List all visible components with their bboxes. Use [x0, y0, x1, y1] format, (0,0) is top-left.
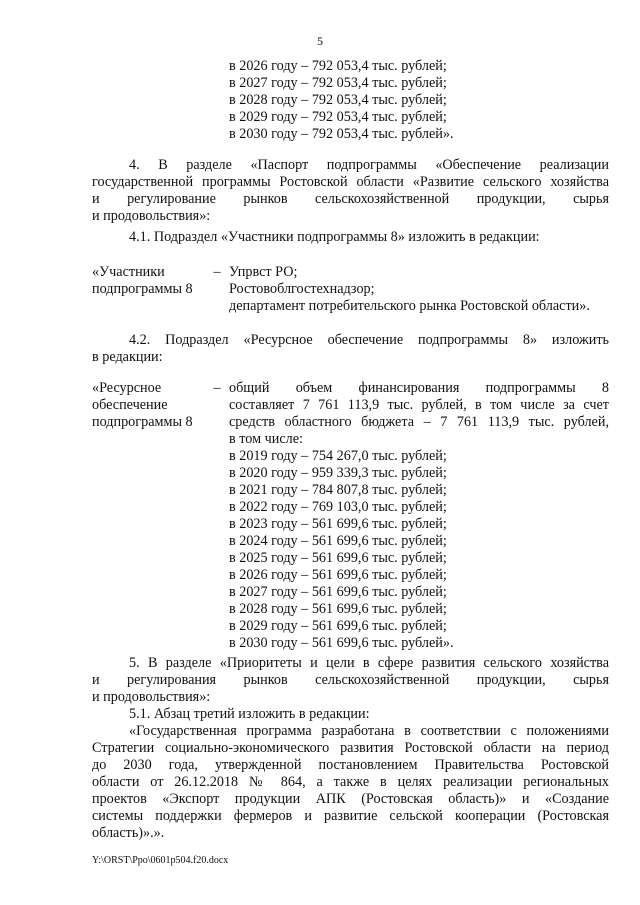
participants-dash: – [213, 264, 221, 280]
year-line: в 2024 году – 561 699,6 тыс. рублей; [229, 533, 447, 549]
paragraph-line: до 2030 года, утвержденной постановлением Правительства Ростовской [92, 757, 609, 773]
year-line: в 2023 году – 561 699,6 тыс. рублей; [229, 516, 447, 532]
section-4-1 [129, 229, 540, 246]
value-line: общий объем финансирования подпрограммы 8 [229, 380, 609, 396]
paragraph-line: область)».». [92, 825, 165, 841]
resources-label [92, 380, 210, 431]
quote-paragraph [92, 723, 609, 842]
year-line: в 2021 году – 784 807,8 тыс. рублей; [229, 482, 447, 498]
paragraph-line: области от 26.12.2018 № 864, а также в целях реализации региональных [92, 774, 609, 790]
year-line: в 2022 году – 769 103,0 тыс. рублей; [229, 499, 447, 515]
value-line: составляет 7 761 113,9 тыс. рублей, в том числе за счет [229, 397, 609, 413]
paragraph-line: и регулирования рынков сельскохозяйственной продукции, сырья [92, 672, 609, 688]
year-line: в 2026 году – 561 699,6 тыс. рублей; [229, 567, 447, 583]
year-line: в 2020 году – 959 339,3 тыс. рублей; [229, 465, 447, 481]
label-line: обеспечение [92, 397, 168, 413]
value-line: Ростовоблгостехнадзор; [229, 281, 375, 297]
resources-dash: – [213, 380, 221, 396]
paragraph-line: Стратегии социально-экономического развития Ростовской области на период [92, 740, 609, 756]
paragraph-line: 5. В разделе «Приоритеты и цели в сфере развития сельского хозяйства [129, 655, 609, 671]
participants-label [92, 264, 210, 298]
paragraph-line: 4.1. Подраздел «Участники подпрограммы 8» изложить в редакции: [129, 229, 540, 245]
year-line: в 2028 году – 561 699,6 тыс. рублей; [229, 601, 447, 617]
year-line: в 2019 году – 754 267,0 тыс. рублей; [229, 448, 447, 464]
top-year-line: в 2028 году – 792 053,4 тыс. рублей; [229, 92, 447, 108]
page-number: 5 [317, 34, 323, 48]
top-year-line: в 2030 году – 792 053,4 тыс. рублей». [229, 126, 454, 142]
file-path-footer: Y:\ORST\Ppo\0601p504.f20.docx [92, 855, 229, 866]
paragraph-line: государственной программы Ростовской области «Развитие сельского хозяйства [92, 174, 609, 190]
year-line: в 2030 году – 561 699,6 тыс. рублей». [229, 635, 454, 651]
label-line: подпрограммы 8 [92, 414, 193, 430]
paragraph-line: и продовольствия»: [92, 208, 211, 224]
year-line: в 2029 году – 561 699,6 тыс. рублей; [229, 618, 447, 634]
label-line: подпрограммы 8 [92, 281, 193, 297]
value-line: департамент потребительского рынка Ростовской области». [229, 298, 590, 314]
section-4-paragraph [92, 157, 609, 225]
top-years-list [229, 58, 454, 143]
paragraph-line: и продовольствия»: [92, 689, 211, 705]
section-4-2-paragraph [92, 332, 609, 366]
paragraph-line: 5.1. Абзац третий изложить в редакции: [129, 706, 370, 722]
top-year-line: в 2029 году – 792 053,4 тыс. рублей; [229, 109, 447, 125]
year-line: в 2025 году – 561 699,6 тыс. рублей; [229, 550, 447, 566]
top-year-line: в 2027 году – 792 053,4 тыс. рублей; [229, 75, 447, 91]
paragraph-line: 4.2. Подраздел «Ресурсное обеспечение подпрограммы 8» изложить [129, 332, 609, 348]
value-line: в том числе: [229, 431, 303, 447]
paragraph-line: и регулирование рынков сельскохозяйственной продукции, сырья [92, 191, 609, 207]
paragraph-line: 4. В разделе «Паспорт подпрограммы «Обеспечение реализации [129, 157, 609, 173]
paragraph-line: «Государственная программа разработана в соответствии с положениями [129, 723, 609, 739]
top-year-line: в 2026 году – 792 053,4 тыс. рублей; [229, 58, 447, 74]
resources-values [229, 380, 609, 652]
year-line: в 2027 году – 561 699,6 тыс. рублей; [229, 584, 447, 600]
section-5-paragraph [92, 655, 609, 706]
label-line: «Ресурсное [92, 380, 162, 396]
section-5-1 [129, 706, 370, 723]
paragraph-line: системы поддержки фермеров и развитие сельской кооперации (Ростовская [92, 808, 609, 824]
value-line: Упрвст РО; [229, 264, 298, 280]
paragraph-line: в редакции: [92, 349, 163, 365]
paragraph-line: проектов «Экспорт продукции АПК (Ростовская область)» и «Создание [92, 791, 609, 807]
value-line: средств областного бюджета – 7 761 113,9 тыс. рублей, [229, 414, 609, 430]
participants-values [229, 264, 609, 315]
label-line: «Участники [92, 264, 165, 280]
